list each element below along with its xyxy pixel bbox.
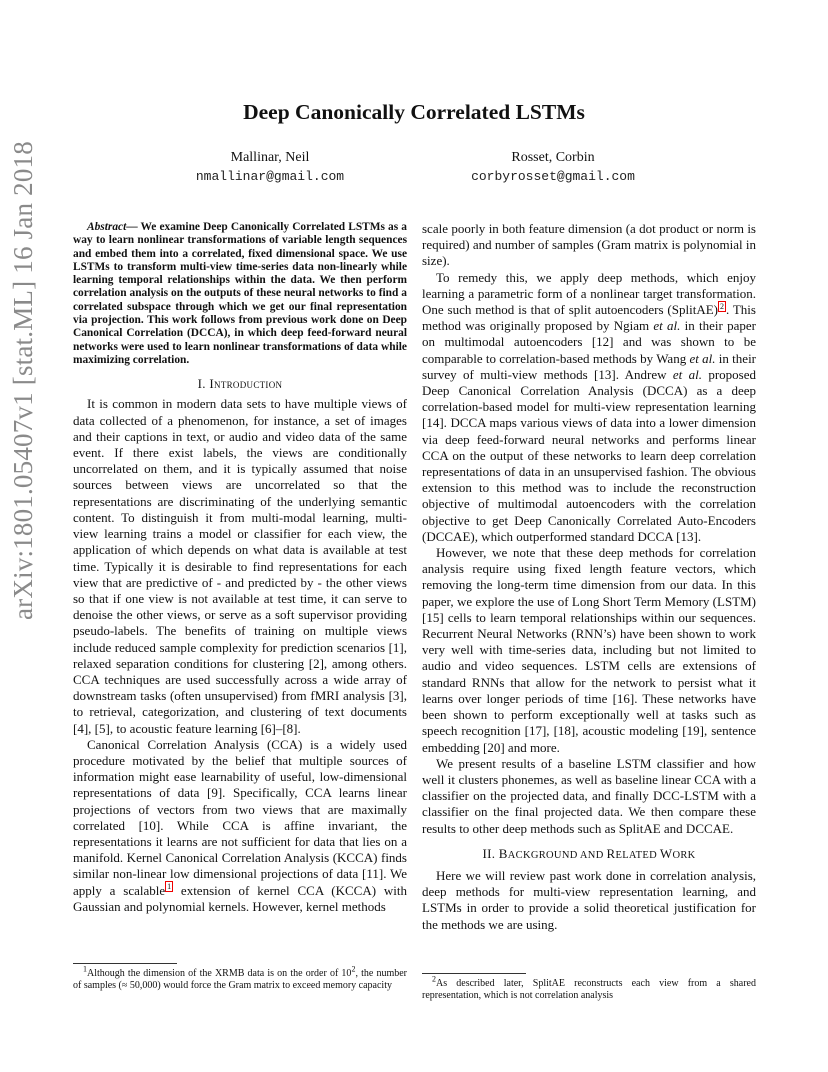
footnote-2 xyxy=(422,974,756,1002)
author-block-2 xyxy=(403,150,703,184)
intro-paragraph-1: It is common in modern data sets to have multiple views of data collected of a phenomenon, for instance, a set of images and their captions in text, or audio and video data of the same event. If there exist labels, the views are conditionally uncorrelated on them, and it is typically assumed that noise sources between views are uncorrelated so that the representations are discriminating of the underlying semantic content. To distinguish it from multi-modal learning, multi-view learning trains a model or classifier for each view, the application of which depends on what data is available at test time. Typically it is desirable to find representations for each view that are predictive of - and predicted by - the other views so that if one view is not available at test time, it can serve to denoise the other views, or serve as a soft supervisor providing pseudo-labels. The benefits of training on multiple views include reduced sample complexity for prediction scenarios [1], relaxed separation conditions for clustering [2], among others. CCA techniques are used successfully across a wide array of downstream tasks (often unsupervised) from fMRI analysis [3], to retrieval, categorization, and clustering of text documents [4], [5], to acoustic feature learning [6]–[8]. xyxy=(73,396,407,736)
intro-p3-text: . This method was originally proposed by Ngiam xyxy=(422,302,756,334)
author-block-1 xyxy=(120,150,420,184)
et-al: et al. xyxy=(672,366,702,382)
background-paragraph-1: Here we will review past work done in correlation analysis, deep methods for multi-view representation learning, and LSTMs in order to provide a solid theoretical justification for the methods we are using. xyxy=(422,867,756,932)
heading-part: ORK xyxy=(672,849,696,861)
heading-part: R xyxy=(606,845,616,861)
heading-part: II. B xyxy=(482,845,508,861)
intro-paragraph-4: However, we note that these deep methods for correlation analysis require using fixed length feature vectors, which removing the long-term time dimension from our data. In this paper, we explore the use of Long Short Term Memory (LSTM) [15] cells to learn temporal relationships within our sequences. Recurrent Neural Networks (RNN’s) have been shown to work very well with time-series data, including but not limited to audio and video sequences. LSTM cells are extensions of standard RNNs that allow for the network to persist what it learns over longer periods of time [16]. These networks have been shown to perform exceptionally well at tasks such as speech recognition [17], [18], acoustic modeling [19], sentence embedding [20] and more. xyxy=(422,545,756,755)
footnote-mark: 1 xyxy=(83,964,87,974)
left-footnotes xyxy=(73,957,407,992)
right-column xyxy=(422,221,756,933)
author-name: Rosset, Corbin xyxy=(511,150,595,165)
intro-p3-text: proposed Deep Canonical Correlation Analysis (DCCA) as a deep correlation-based model for multi-view representation learning [14]. DCCA maps various views of data into a lower dimension via deep feed-forward neural networks and performs linear CCA on the output of these networks to learn deep correlation representations of data in an unsupervised fashion. The obvious extension to this method was to include the reconstruction objective of multimodal autoencoders with the correlation objective to get Deep Canonically Correlated Auto-Encoders (DCCAE), which outperformed standard DCCA [13]. xyxy=(422,366,756,544)
footnote-1 xyxy=(73,964,408,992)
footnote-text: , the number of samples (≈ 50,000) would force the Gram matrix to exceed memory capacity xyxy=(73,968,408,991)
intro-paragraph-2 xyxy=(73,737,407,915)
author-email[interactable]: nmallinar@gmail.com xyxy=(195,169,345,184)
left-column xyxy=(73,221,407,915)
footnote-text: Although the dimension of the XRMB data is on the order of 10 xyxy=(87,968,352,979)
footnote-ref-1[interactable]: 1 xyxy=(167,882,172,892)
footnote-rule xyxy=(422,973,526,974)
right-footnotes xyxy=(422,967,756,1002)
intro-paragraph-5: We present results of a baseline LSTM classifier and how well it clusters phonemes, as well as baseline linear CCA with a classifier on the projected data, and finally DCC-LSTM with a classifier on the final projected data. We then compare these results to other deep methods such as SplitAE and DCCAE. xyxy=(422,755,756,836)
abstract-label: Abstract xyxy=(87,221,127,233)
heading-part: ACKGROUND AND xyxy=(507,849,607,861)
section-heading-introduction: I. Introduction xyxy=(197,376,283,392)
footnote-rule xyxy=(73,963,177,964)
exponent: 2 xyxy=(351,964,356,974)
et-al: et al. xyxy=(689,350,716,366)
intro-p3-text: in their paper on multimodal autoencoders [12] and was shown to be comparable to correlation-based methods by Wang xyxy=(422,318,756,366)
author-name: Mallinar, Neil xyxy=(230,150,310,165)
intro-paragraph-3 xyxy=(422,270,756,545)
et-al: et al. xyxy=(653,318,681,334)
intro-paragraph-2-cont: scale poorly in both feature dimension (a dot product or norm is required) and number of samples (Gram matrix is polynomial in size). xyxy=(422,221,756,269)
intro-p2-text-b: extension of kernel CCA (KCCA) with Gaussian and polynomial kernels. However, kernel methods xyxy=(73,882,407,914)
heading-part: W xyxy=(659,845,673,861)
footnote-text: As described later, SplitAE reconstructs each view from a shared representation, which is not correlation analysis xyxy=(422,978,756,1001)
section-heading-background xyxy=(422,846,756,864)
abstract-text: — We examine Deep Canonically Correlated LSTMs as a way to learn nonlinear transformations of variable length sequences and embed them into a correlated, fixed dimensional space. We use LSTMs to transform multi-view time-series data non-linearly while learning temporal relationships within the data. We then perform correlation analysis on the outputs of these neural networks to find a correlated subspace through which we get our final representation via projection. This work follows from previous work done on Deep Canonical Correlation (DCCA), in which deep feed-forward neural networks were used to learn nonlinear transformations of data while maximizing correlation. xyxy=(73,221,407,366)
footnote-mark: 2 xyxy=(432,974,436,984)
heading-part: ELATED xyxy=(615,849,660,861)
intro-p3-text: To remedy this, we apply deep methods, which enjoy learning a parametric form of a nonlinear target transformation. One such method is that of split autoencoders (SplitAE) xyxy=(422,269,756,318)
arxiv-id[interactable]: arXiv:1801.05407v1 [stat.ML] 16 Jan 2018 xyxy=(8,141,38,620)
intro-p2-text-a: Canonical Correlation Analysis (CCA) is a widely used procedure motivated by the belief that multiple sources of information might ease learnability of useful, low-dimensional representations of data [9]. Specifically, CCA learns linear projections of vectors from two views that are maximally correlated [10]. While CCA is affine invariant, the representations it learns are not sufficient for data that lies on a manifold. Kernel Canonical Correlation Analysis (KCCA) finds similar non-linear low dimensional projections of data [11]. We apply a scalable xyxy=(73,736,407,898)
footnote-ref-2[interactable]: 2 xyxy=(719,301,724,311)
intro-p3-text: in their survey of multi-view methods [13]. Andrew xyxy=(422,350,757,382)
paper-title: Deep Canonically Correlated LSTMs xyxy=(243,100,585,124)
abstract xyxy=(73,221,407,367)
author-email[interactable]: corbyrosset@gmail.com xyxy=(471,169,635,184)
